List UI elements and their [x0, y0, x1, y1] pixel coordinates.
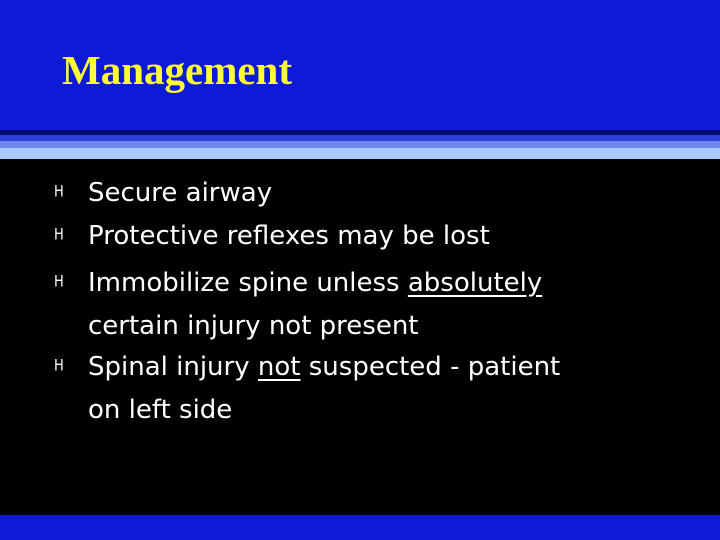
bullet-marker-icon: H: [54, 225, 64, 245]
bullet-item: [54, 262, 674, 348]
bullet-text: Protective reflexes may be lost: [88, 221, 490, 251]
bullet-item: [54, 215, 674, 258]
bullet-text: Spinal injury not suspected - patient: [88, 352, 561, 382]
underlined-emphasis: absolutely: [407, 268, 543, 298]
header-divider-stripe: [0, 148, 720, 159]
bullet-continuation-text: on left side: [88, 395, 233, 425]
bullet-item: [54, 172, 674, 215]
bullet-continuation-text: certain injury not present: [88, 311, 419, 341]
bullet-text: Secure airway: [88, 178, 273, 208]
footer-band: [0, 515, 720, 540]
slide-title: Management: [62, 47, 293, 93]
bullet-marker-icon: H: [54, 182, 64, 202]
header-divider-stripe: [0, 141, 720, 148]
underlined-emphasis: not: [257, 352, 301, 382]
bullet-marker-icon: H: [54, 272, 64, 292]
bullet-item: [54, 346, 674, 432]
bullet-text: Immobilize spine unless absolutely: [88, 268, 543, 298]
bullet-marker-icon: H: [54, 356, 64, 376]
